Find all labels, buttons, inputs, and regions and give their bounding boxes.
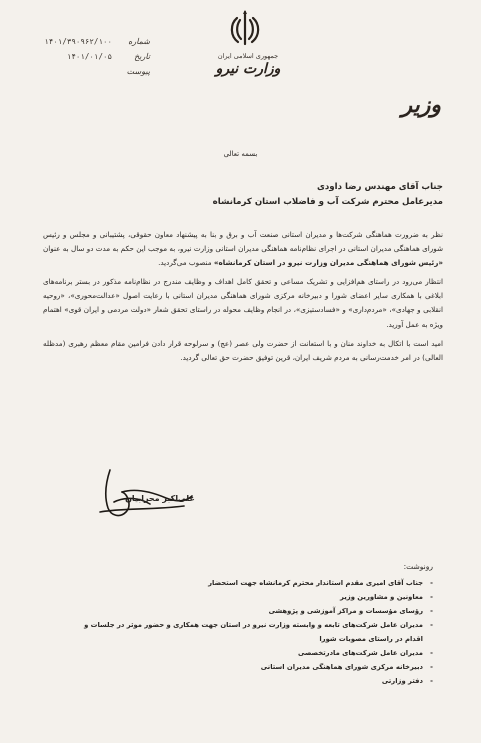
cc-item: - معاونین و مشاورین وزیر (73, 590, 433, 604)
paragraph-3: امید است با اتکال به خداوند منان و با استعانت از حضرت ولی عصر (عج) و سرلوحه قرار دادن فرامین مقام معظم رهبری (مدظله العالی) در امر خدمت‌رسانی به مردم شریف ایران، قرین توفیق حضرت حق تعالی گردید. (43, 338, 443, 362)
number-value: ۱۴۰۱/۳۹۰۹۶۲/۱۰۰ (44, 37, 112, 46)
addressee-name: جناب آقای مهندس رضا داودی (317, 182, 443, 192)
minister-title: وزیر (401, 92, 441, 118)
date-value: ۱۴۰۱/۰۱/۰۵ (66, 52, 112, 61)
ministry-header (200, 52, 296, 77)
number-label: شماره (128, 37, 150, 46)
addressee-position: مدیرعامل محترم شرکت آب و فاضلاب استان کرمانشاه (212, 197, 443, 207)
cc-item: - رؤسای مؤسسات و مراکز آموزشی و پژوهشی (73, 604, 433, 618)
paragraph-1 (43, 228, 443, 270)
cc-item: - دفتر وزارتی (73, 674, 433, 688)
paragraph-1-text: نظر به ضرورت هماهنگی شرکت‌ها و مدیران استانی صنعت آب و برق و بنا به پیشنهاد معاون حقوقی، پشتیبانی و مجلس و رئیس شورای هماهنگی مدیران استانی در اجرای نظام‌نامه هماهنگی مدیران استانی وزارت نیرو، به موجب این حکم به مدت دو سال به عنوان (43, 230, 443, 254)
paragraph-1-end: منصوب می‌گردید. (158, 258, 214, 268)
handwritten-signature (92, 462, 202, 524)
letter-meta (10, 34, 150, 79)
letter-body (43, 228, 443, 370)
signatory-name: علی‌اکبر محرابیان (125, 494, 195, 503)
ministry-name: وزارت نیرو (215, 61, 281, 77)
cc-list (73, 576, 433, 688)
cc-item: - مدیران عامل شرکت‌های مادرتخصصی (73, 646, 433, 660)
addressee-block (43, 180, 443, 210)
cc-item: - جناب آقای امیری مقدم استاندار محترم کرمانشاه جهت استحضار (73, 576, 433, 590)
attachment-row (10, 64, 150, 79)
date-row (10, 49, 150, 64)
appointment-title: «رئیس شورای هماهنگی مدیران وزارت نیرو در استان کرمانشاه» (213, 258, 443, 268)
cc-title: رونوشت: (403, 562, 433, 571)
attachment-label: پیوست (126, 67, 150, 76)
iran-emblem-icon (224, 8, 266, 50)
cc-item: - مدیران عامل شرکت‌های تابعه و وابسته وزارت نیرو در استان جهت همکاری و حضور موثر در جلسات و اقدام در راستای مصوبات شورا (73, 618, 433, 646)
cc-item: - دبیرخانه مرکزی شورای هماهنگی مدیران استانی (73, 660, 433, 674)
basmala: بسمه تعالی (223, 150, 258, 158)
paragraph-2: انتظار می‌رود در راستای هم‌افزایی و تشریک مساعی و تحقق کامل اهداف و وظایف مندرج در نظام‌نامه مذکور در بستر برنامه‌های ابلاغی با همکاری سایر اعضای شورا و دبیرخانه مرکزی شورای هماهنگی مدیران استانی با رعایت اصول «عدالت‌محوری»، «روحیه انقلابی و جهادی»، «مردم‌داری» و «فسادستیزی»، در انجام وظایف محوله در راستای تحقق شعار «دولت مردمی و ایران قوی» اهتمام ویژه به عمل آورید. (43, 277, 443, 329)
number-row (10, 34, 150, 49)
republic-label: جمهوری اسلامی ایران (217, 52, 279, 60)
date-label: تاریخ (134, 52, 150, 61)
